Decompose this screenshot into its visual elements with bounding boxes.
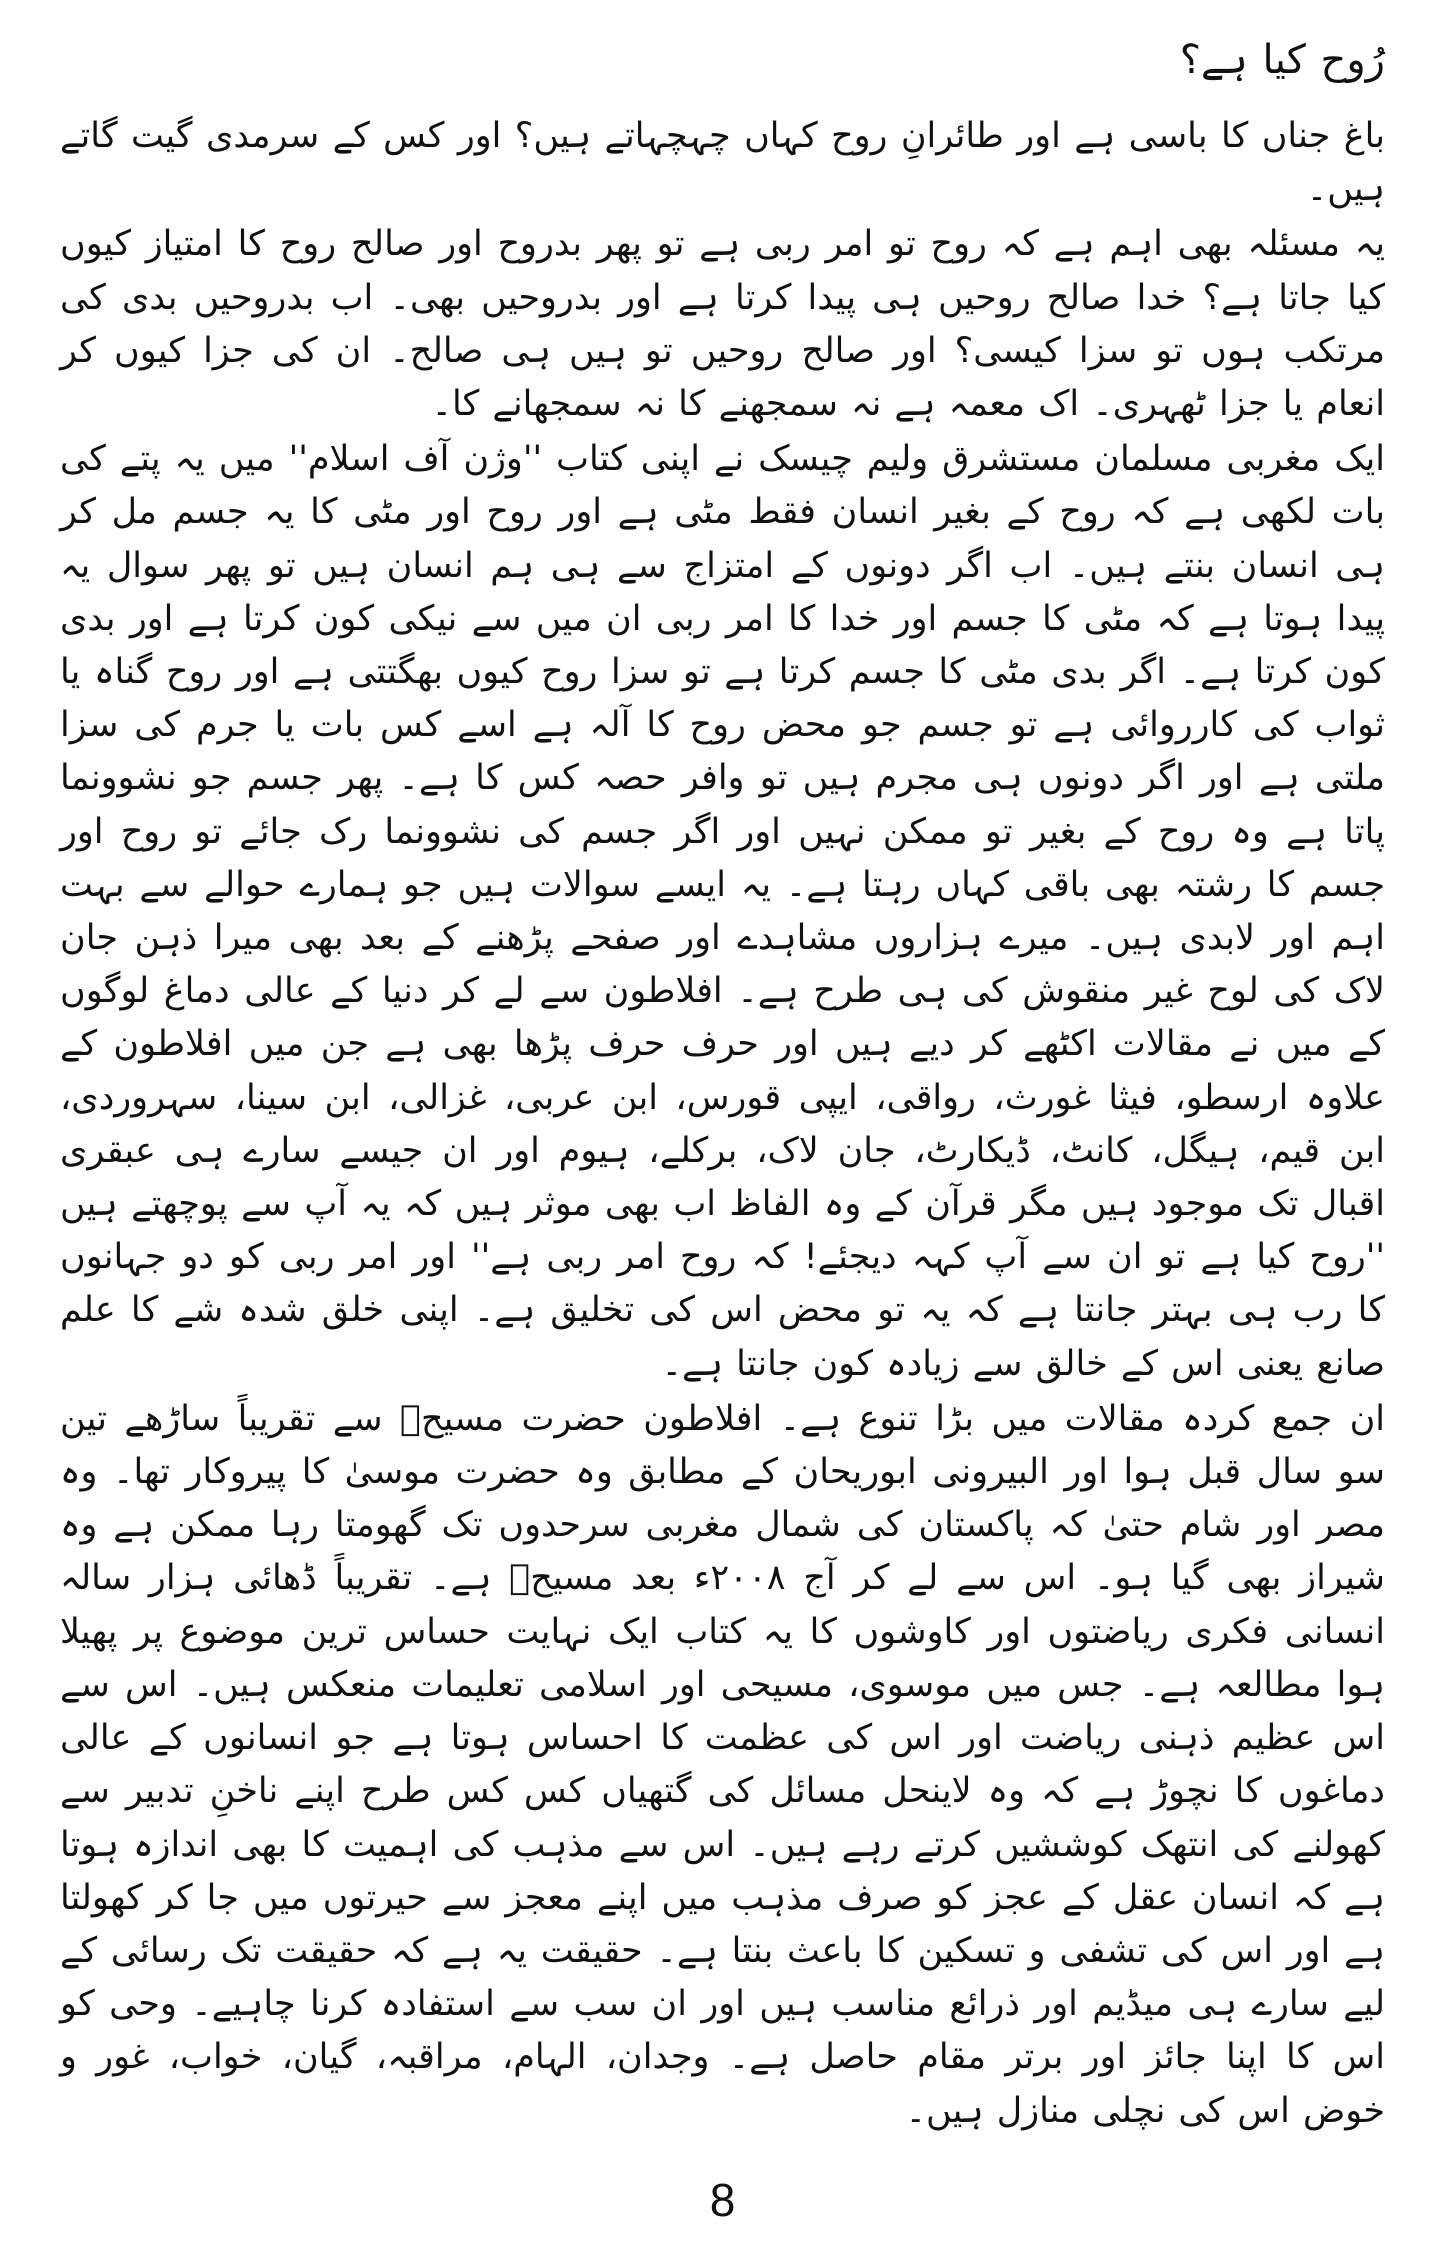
section-heading: رُوح کیا ہے؟ xyxy=(1179,37,1385,83)
paragraph-1: باغ جناں کا باسی ہے اور طائرانِ روح کہاں چہچہاتے ہیں؟ اور کس کے سرمدی گیت گاتے ہیں۔ xyxy=(60,116,1385,210)
paragraph-4: ان جمع کردہ مقالات میں بڑا تنوع ہے۔ افلاطون حضرت مسیحؑ سے تقریباً ساڑھے تین سو سال قبل ہوا اور البیرونی ابوریحان کے مطابق وہ حضرت موسیٰ کا پیروکار تھا۔ وہ مصر اور شام حتیٰ کہ پاکستان کی شمال مغربی سرحدوں تک گھومتا رہا ممکن ہے وہ شیراز بھی گیا ہو۔ اس سے لے کر آج ۲۰۰۸ء بعد مسیحؑ ہے۔ تقریباً ڈھائی ہزار سالہ انسانی فکری ریاضتوں اور کاوشوں کا یہ کتاب ایک نہایت حساس ترین موضوع پر پھیلا ہوا مطالعہ ہے۔ جس میں موسوی، مسیحی اور اسلامی تعلیمات منعکس ہیں۔ اس سے اس عظیم ذہنی ریاضت اور اس کی عظمت کا احساس ہوتا ہے جو انسانوں کے عالی دماغوں کا نچوڑ ہے کہ وہ لاینحل مسائل کی گتھیاں کس کس طرح اپنے ناخنِ تدبیر سے کھولنے کی انتھک کوششیں کرتے رہے ہیں۔ اس سے مذہب کی اہمیت کا بھی اندازہ ہوتا ہے کہ انسان عقل کے عجز کو صرف مذہب میں اپنے معجز سے حیرتوں میں جا کر کھولتا ہے اور اس کی تشفی و تسکین کا باعث بنتا ہے۔ حقیقت یہ ہے کہ حقیقت تک رسائی کے لیے سارے ہی میڈیم اور ذرائع مناسب ہیں اور ان سب سے استفادہ کرنا چاہیے۔ وحی کو اس کا اپنا جائز اور برتر مقام حاصل ہے۔ وجدان، الہام، مراقبہ، گیان، خواب، غور و خوض اس کی نچلی منازل ہیں۔ xyxy=(60,1398,1385,2131)
paragraph-3: ایک مغربی مسلمان مستشرق ولیم چیسک نے اپنی کتاب ''وژن آف اسلام'' میں یہ پتے کی بات لکھی ہے کہ روح کے بغیر انسان فقط مٹی ہے اور روح اور مٹی کا یہ جسم مل کر ہی انسان بنتے ہیں۔ اب اگر دونوں کے امتزاج سے ہی ہم انسان ہیں تو پھر سوال یہ پیدا ہوتا ہے کہ مٹی کا جسم اور خدا کا امر ربی ان میں سے نیکی کون کرتا ہے اور بدی کون کرتا ہے۔ اگر بدی مٹی کا جسم کرتا ہے تو سزا روح کیوں بھگتتی ہے اور روح گناہ یا ثواب کی کارروائی ہے تو جسم جو محض روح کا آلہ ہے اسے کس بات یا جرم کی سزا ملتی ہے اور اگر دونوں ہی مجرم ہیں تو وافر حصہ کس کا ہے۔ پھر جسم جو نشوونما پاتا ہے وہ روح کے بغیر تو ممکن نہیں اور اگر جسم کی نشوونما رک جائے تو روح اور جسم کا رشتہ بھی باقی کہاں رہتا ہے۔ یہ ایسے سوالات ہیں جو ہمارے حوالے سے بہت اہم اور لابدی ہیں۔ میرے ہزاروں مشاہدے اور صفحے پڑھنے کے بعد بھی میرا ذہن جان لاک کی لوح غیر منقوش کی ہی طرح ہے۔ افلاطون سے لے کر دنیا کے عالی دماغ لوگوں کے میں نے مقالات اکٹھے کر دیے ہیں اور حرف حرف پڑھا بھی ہے جن میں افلاطون کے علاوہ ارسطو، فیثا غورث، رواقی، ایپی قورس، ابن عربی، غزالی، ابن سینا، سہروردی، ابن قیم، ہیگل، کانٹ، ڈیکارٹ، جان لاک، برکلے، ہیوم اور ان جیسے سارے ہی عبقری اقبال تک موجود ہیں مگر قرآن کے وہ الفاظ اب بھی موثر ہیں کہ یہ آپ سے پوچھتے ہیں ''روح کیا ہے تو ان سے آپ کہہ دیجئے! کہ روح امر ربی ہے'' اور امر ربی کو دو جہانوں کا رب ہی بہتر جانتا ہے کہ یہ تو محض اس کی تخلیق ہے۔ اپنی خلق شدہ شے کا علم صانع یعنی اس کے خالق سے زیادہ کون جانتا ہے۔ xyxy=(60,439,1385,1384)
page-number: 8 xyxy=(709,2174,736,2226)
document-page xyxy=(60,30,1385,2180)
paragraph-2: یہ مسئلہ بھی اہم ہے کہ روح تو امر ربی ہے تو پھر بدروح اور صالح روح کا امتیاز کیوں کیا جاتا ہے؟ خدا صالح روحیں ہی پیدا کرتا ہے اور بدروحیں بھی۔ اب بدروحیں بدی کی مرتکب ہوں تو سزا کیسی؟ اور صالح روحیں تو ہیں ہی صالح۔ ان کی جزا کیوں کر انعام یا جزا ٹھہری۔ اک معمہ ہے نہ سمجھنے کا نہ سمجھانے کا۔ xyxy=(60,224,1385,425)
